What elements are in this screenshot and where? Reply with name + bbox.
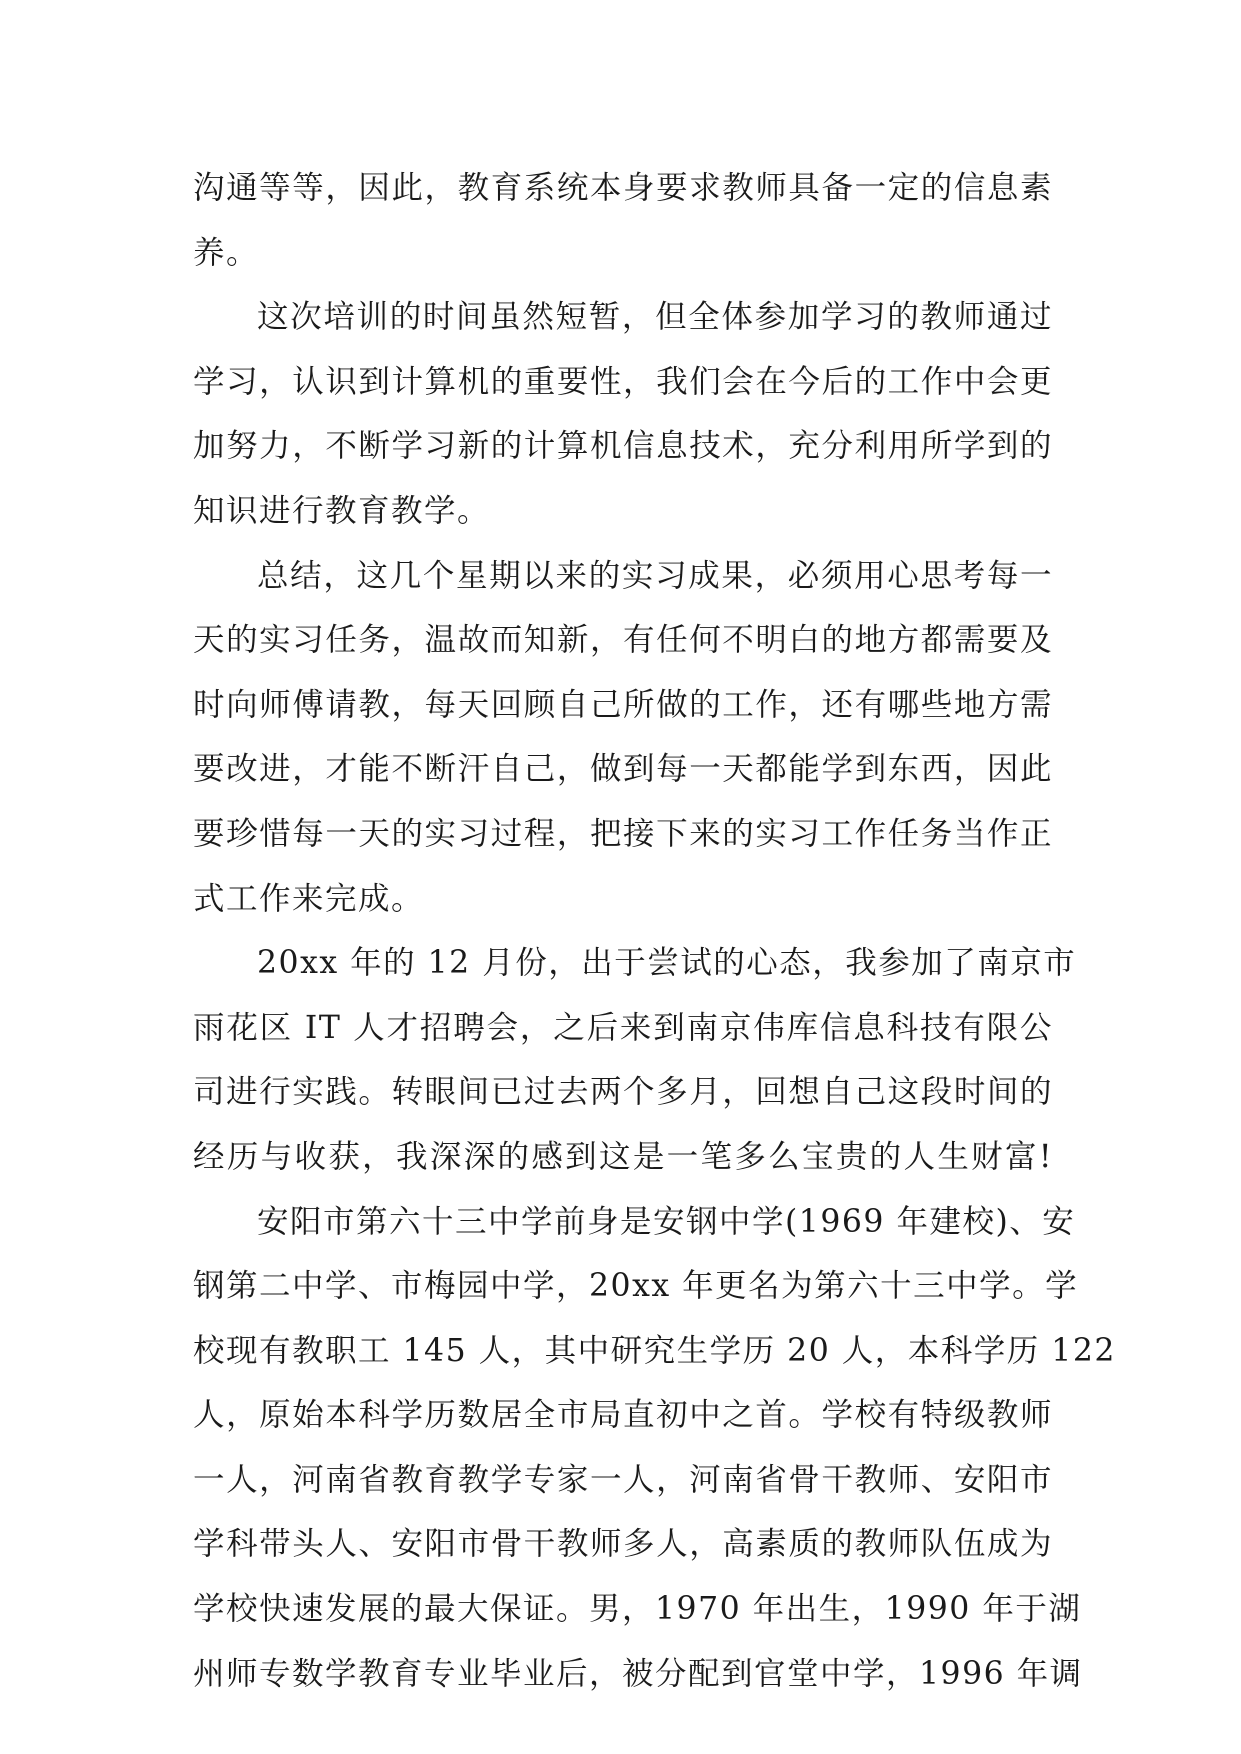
text-line: 沟通等等，因此，教育系统本身要求教师具备一定的信息素 <box>193 170 1053 206</box>
text-line: 司进行实践。转眼间已过去两个多月，回想自己这段时间的 <box>193 1074 1053 1111</box>
text-line: 要改进，才能不断汗自己，做到每一天都能学到东西，因此 <box>193 751 1053 788</box>
text-line: 学校快速发展的最大保证。男，1970 年出生，1990 年于湖 <box>193 1591 1082 1628</box>
text-line: 一人，河南省教育教学专家一人，河南省骨干教师、安阳市 <box>193 1461 1053 1498</box>
document-body <box>193 156 1116 1706</box>
text-line: 州师专数学教育专业毕业后，被分配到官堂中学，1996 年调 <box>193 1655 1083 1692</box>
text-line: 天的实习任务，温故而知新，有任何不明白的地方都需要及 <box>193 622 1053 659</box>
text-line: 加努力，不断学习新的计算机信息技术，充分利用所学到的 <box>193 428 1053 465</box>
text-line: 要珍惜每一天的实习过程，把接下来的实习工作任务当作正 <box>193 815 1053 852</box>
paragraph-first-line: 安阳市第六十三中学前身是安钢中学(1969 年建校)、安 <box>257 1203 1076 1240</box>
text-line: 知识进行教育教学。 <box>193 492 491 529</box>
text-line: 校现有教职工 145 人，其中研究生学历 20 人，本科学历 122 <box>193 1332 1116 1369</box>
paragraph-first-line: 这次培训的时间虽然短暂，但全体参加学习的教师通过 <box>257 299 1053 336</box>
text-line: 式工作来完成。 <box>193 880 425 917</box>
text-line: 经历与收获，我深深的感到这是一笔多么宝贵的人生财富! <box>193 1138 1053 1175</box>
text-line: 学科带头人、安阳市骨干教师多人，高素质的教师队伍成为 <box>193 1526 1053 1563</box>
text-line: 时向师傅请教，每天回顾自己所做的工作，还有哪些地方需 <box>193 686 1053 723</box>
text-line: 养。 <box>193 234 260 271</box>
paragraph-first-line: 20xx 年的 12 月份，出于尝试的心态，我参加了南京市 <box>257 945 1077 982</box>
text-line: 人，原始本科学历数居全市局直初中之首。学校有特级教师 <box>193 1397 1053 1434</box>
text-line: 学习，认识到计算机的重要性，我们会在今后的工作中会更 <box>193 363 1053 400</box>
text-line: 钢第二中学、市梅园中学，20xx 年更名为第六十三中学。学 <box>193 1268 1079 1305</box>
text-line: 雨花区 IT 人才招聘会，之后来到南京伟库信息科技有限公 <box>193 1009 1053 1046</box>
paragraph-first-line: 总结，这几个星期以来的实习成果，必须用心思考每一 <box>257 557 1053 594</box>
